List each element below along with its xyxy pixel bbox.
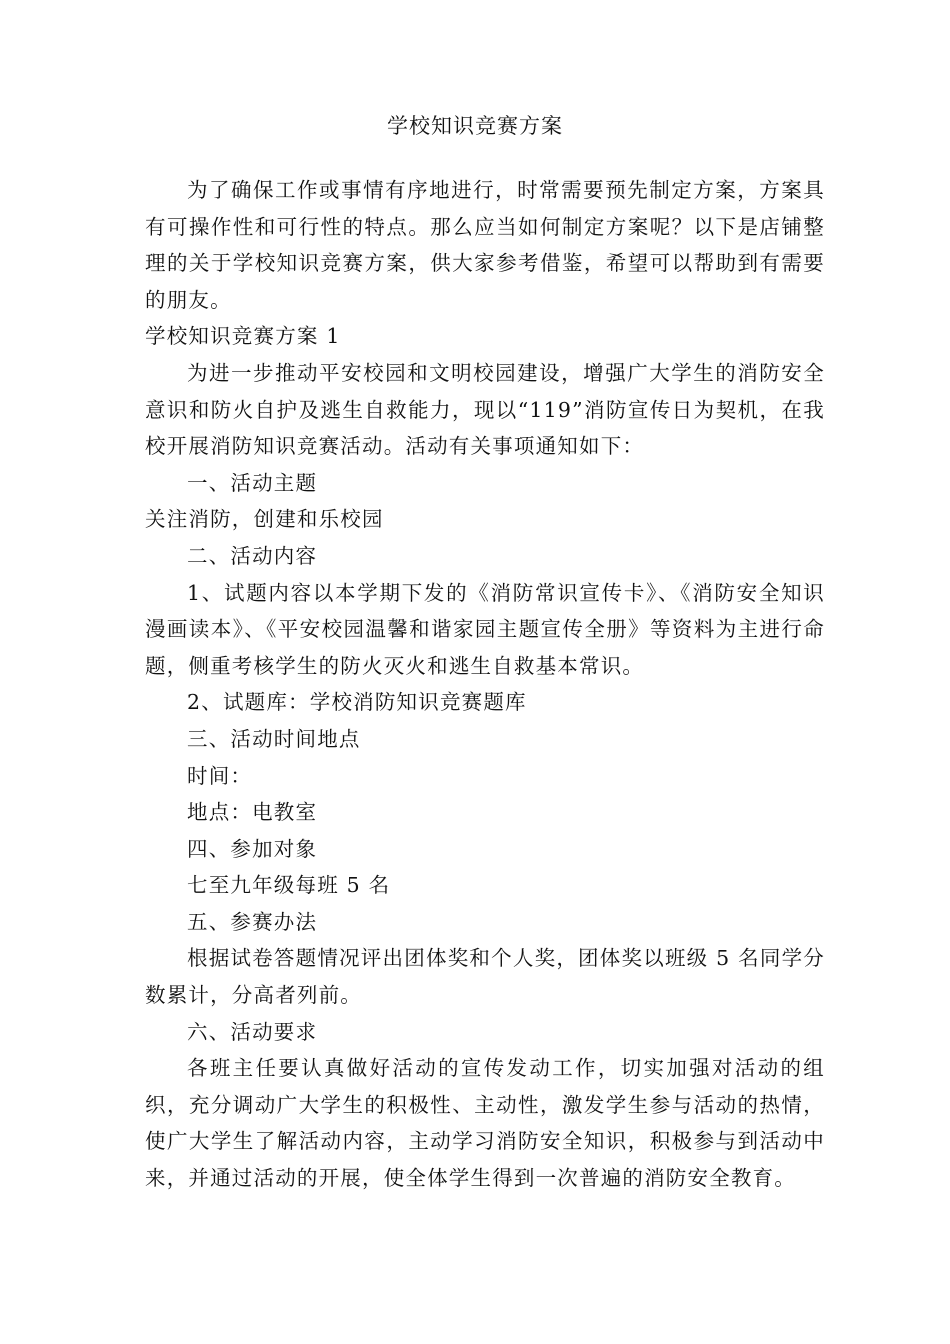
- paragraph-place: 地点：电教室: [187, 800, 318, 825]
- heading-content: 二、活动内容: [187, 543, 318, 568]
- document-title: 学校知识竞赛方案: [387, 114, 563, 138]
- paragraph-theme: 关注消防，创建和乐校园: [145, 507, 384, 532]
- paragraph-purpose: 为进一步推动平安校园和文明校园建设，增强广大学生的消防安全意识和防火自护及逃生自救能力，现以“119”消防宣传日为契机，在我校开展消防知识竞赛活动。活动有关事项通知如下：: [145, 360, 825, 459]
- paragraph-participants: 七至九年级每班 5 名: [187, 873, 391, 898]
- paragraph-requirements: 各班主任要认真做好活动的宣传发动工作，切实加强对活动的组织，充分调动广大学生的积极性、主动性，激发学生参与活动的热情，使广大学生了解活动内容，主动学习消防安全知识，积极参与到活动中来，并通过活动的开展，使全体学生得到一次普遍的消防安全教育。: [145, 1056, 825, 1191]
- document-body: [145, 172, 825, 1197]
- intro-paragraph: 为了确保工作或事情有序地进行，时常需要预先制定方案，方案具有可操作性和可行性的特点。那么应当如何制定方案呢？以下是店铺整理的关于学校知识竞赛方案，供大家参考借鉴，希望可以帮助到有需要的朋友。: [145, 178, 825, 312]
- paragraph-method: 根据试卷答题情况评出团体奖和个人奖，团体奖以班级 5 名同学分数累计，分高者列前。: [145, 946, 825, 1008]
- paragraph-time: 时间：: [187, 763, 253, 788]
- heading-time-place: 三、活动时间地点: [187, 726, 361, 751]
- heading-theme: 一、活动主题: [187, 470, 318, 495]
- heading-requirements: 六、活动要求: [187, 1019, 318, 1044]
- section-title: 学校知识竞赛方案 1: [145, 324, 341, 349]
- heading-method: 五、参赛办法: [187, 909, 318, 934]
- heading-participants: 四、参加对象: [187, 836, 318, 861]
- paragraph-content-1: 1、试题内容以本学期下发的《消防常识宣传卡》、《消防安全知识漫画读本》、《平安校园温馨和谐家园主题宣传全册》等资料为主进行命题，侧重考核学生的防火灭火和逃生自救基本常识。: [145, 580, 825, 678]
- paragraph-content-2: 2、试题库：学校消防知识竞赛题库: [187, 690, 527, 715]
